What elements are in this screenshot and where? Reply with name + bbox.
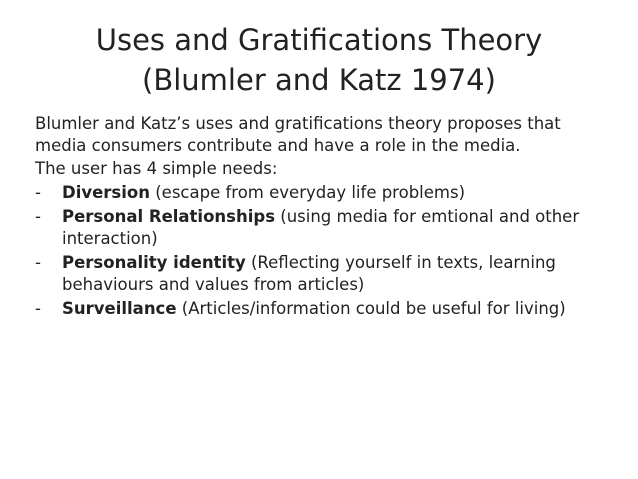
need-description: (Reflecting yourself in texts, learning behaviours and values from articles) [62, 253, 556, 294]
list-item-personal-relationships [35, 206, 610, 250]
bullet-dash: - [35, 253, 41, 272]
need-description: (Articles/information could be useful for living) [176, 299, 566, 318]
needs-list [35, 182, 610, 320]
bullet-dash: - [35, 299, 41, 318]
bullet-dash: - [35, 183, 41, 202]
needs-intro: The user has 4 simple needs: [35, 159, 278, 178]
need-term: Personal Relationships [62, 207, 276, 226]
need-description: (escape from everyday life problems) [150, 183, 466, 202]
list-item-personality-identity [35, 252, 610, 296]
slide-title [20, 20, 618, 100]
slide-body [35, 113, 610, 322]
list-item-surveillance [35, 298, 610, 320]
need-description: (using media for emtional and other interaction) [62, 207, 580, 248]
need-term: Surveillance [62, 299, 177, 318]
bullet-dash: - [35, 207, 41, 226]
list-item-diversion [35, 182, 610, 204]
intro-paragraph: Blumler and Katz’s uses and gratifications theory proposes that media consumers contribute and have a role in the media. [35, 114, 561, 155]
need-term: Personality identity [62, 253, 246, 272]
title-line-1: Uses and Gratifications Theory [95, 23, 543, 57]
need-term: Diversion [62, 183, 150, 202]
title-line-2: (Blumler and Katz 1974) [142, 63, 496, 97]
